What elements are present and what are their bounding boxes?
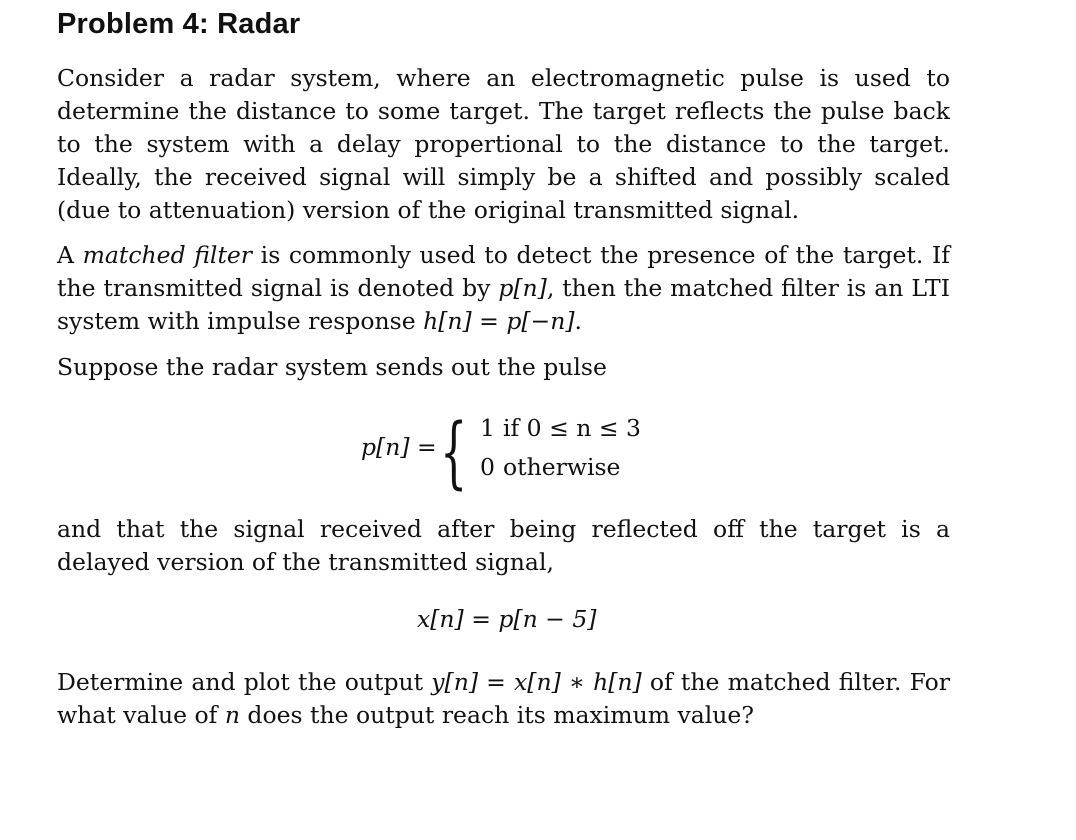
math-output: y[n] = x[n] ∗ h[n]: [431, 668, 642, 696]
paragraph-received-signal: and that the signal received after being reflected off the target is a delayed version of the transmitted signal,: [57, 515, 950, 576]
problem-title: Problem 4: Radar: [57, 8, 301, 40]
paragraph-pulse-intro: Suppose the radar system sends out the pulse: [57, 353, 607, 381]
text-segment: , then the matched filter is an LTI system with impulse response: [57, 274, 950, 335]
math-p-n: p[n]: [498, 274, 547, 302]
math-impulse-response: h[n] = p[−n]: [423, 307, 575, 335]
text-segment: does the output reach its maximum value?: [239, 701, 754, 729]
case1-value: 1: [480, 414, 495, 442]
text-segment: .: [574, 307, 583, 335]
case2-value: 0: [480, 453, 495, 481]
equation-lhs: p[n] =: [361, 433, 437, 461]
matched-filter-term: matched filter: [82, 241, 253, 269]
equation-received-signal: x[n] = p[n − 5]: [417, 605, 597, 633]
paragraph-radar-description: Consider a radar system, where an electromagnetic pulse is used to determine the distance to some target. The target reflects the pulse back to the system with a delay propertional to the distance to the target. Ideally, the received signal will simply be a shifted and possibly scaled (due to attenuation) version of the original transmitted signal.: [57, 64, 950, 224]
text-segment: A: [57, 241, 83, 269]
paragraph-matched-filter: [57, 239, 950, 338]
text-segment: Determine and plot the output: [57, 668, 432, 696]
paragraph-question: [57, 666, 950, 732]
case1-condition: if 0 ≤ n ≤ 3: [503, 414, 641, 442]
text-segment: of the matched filter. For what value of: [57, 668, 950, 729]
case2-condition: otherwise: [503, 453, 621, 481]
math-n: n: [224, 701, 240, 729]
text-segment: is commonly used to detect the presence of the target. If the transmitted signal is denoted by: [57, 241, 950, 302]
brace-glyph: {: [440, 408, 468, 498]
